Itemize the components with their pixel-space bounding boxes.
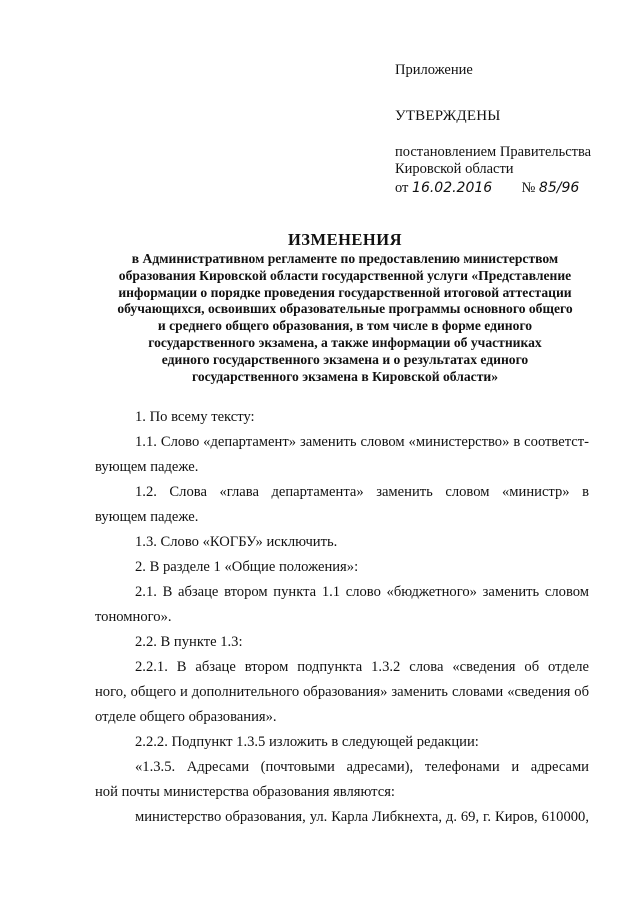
document-body	[95, 407, 589, 832]
body-line: «1.3.5. Адресами (почтовыми адресами), телефонами и адресами	[135, 759, 589, 775]
document-title	[80, 230, 610, 385]
body-line: 2.1. В абзаце втором пункта 1.1 слово «бюджетного» заменить словом	[135, 584, 589, 600]
decree-line-1: постановлением Правительства	[395, 144, 592, 160]
title-subtitle	[80, 251, 610, 385]
subtitle-line: государственного экзамена, а также информации об участниках	[148, 334, 542, 350]
subtitle-line: образования Кировской области государственной услуги «Представление	[118, 267, 572, 283]
subtitle-line: в Административном регламенте по предоставлению министерством	[131, 251, 559, 266]
date-prefix: от	[395, 180, 409, 196]
body-line: 2.2.1. В абзаце втором подпункта 1.3.2 слова «сведения об отделе	[135, 659, 589, 675]
body-line: вующем падеже.	[95, 459, 199, 475]
decree-line-2: Кировской области	[395, 161, 514, 177]
body-line: вующем падеже.	[95, 509, 199, 525]
subtitle-line: единого государственного экзамена и о результатах единого	[161, 351, 529, 367]
body-line: отделе общего образования».	[95, 709, 277, 725]
subtitle-line: и среднего общего образования, в том числе в форме единого	[157, 318, 533, 334]
body-line: 1.1. Слово «департамент» заменить словом «министерство» в соответст-	[135, 434, 589, 450]
subtitle-line: обучающихся, освоивших образовательные программы основного общего	[117, 301, 573, 317]
number-prefix: №	[521, 180, 536, 196]
body-line: 1.3. Слово «КОГБУ» исключить.	[135, 534, 338, 550]
body-line: 1.2. Слова «глава департамента» заменить словом «министр» в	[135, 484, 589, 500]
body-line: тономного».	[95, 609, 172, 625]
title-heading: ИЗМЕНЕНИЯ	[287, 230, 403, 249]
body-line: министерство образования, ул. Карла Либкнехта, д. 69, г. Киров, 610000,	[135, 809, 589, 825]
appendix-label: Приложение	[395, 62, 473, 78]
handwritten-number: 85/96	[538, 180, 580, 196]
handwritten-date: 16.02.2016	[412, 180, 493, 196]
decree-date-line	[395, 180, 579, 197]
body-line: 1. По всему тексту:	[135, 409, 255, 425]
subtitle-line: информации о порядке проведения государственной итоговой аттестации	[118, 284, 572, 300]
body-line: 2. В разделе 1 «Общие положения»:	[135, 559, 359, 575]
body-line: ной почты министерства образования являются:	[95, 784, 395, 800]
body-line: 2.2.2. Подпункт 1.3.5 изложить в следующей редакции:	[135, 734, 479, 750]
subtitle-line: государственного экзамена в Кировской области»	[191, 368, 499, 384]
body-line: ного, общего и дополнительного образования» заменить словами «сведения об	[95, 684, 589, 700]
body-line: 2.2. В пункте 1.3:	[135, 634, 243, 650]
approved-label: УТВЕРЖДЕНЫ	[395, 108, 501, 124]
